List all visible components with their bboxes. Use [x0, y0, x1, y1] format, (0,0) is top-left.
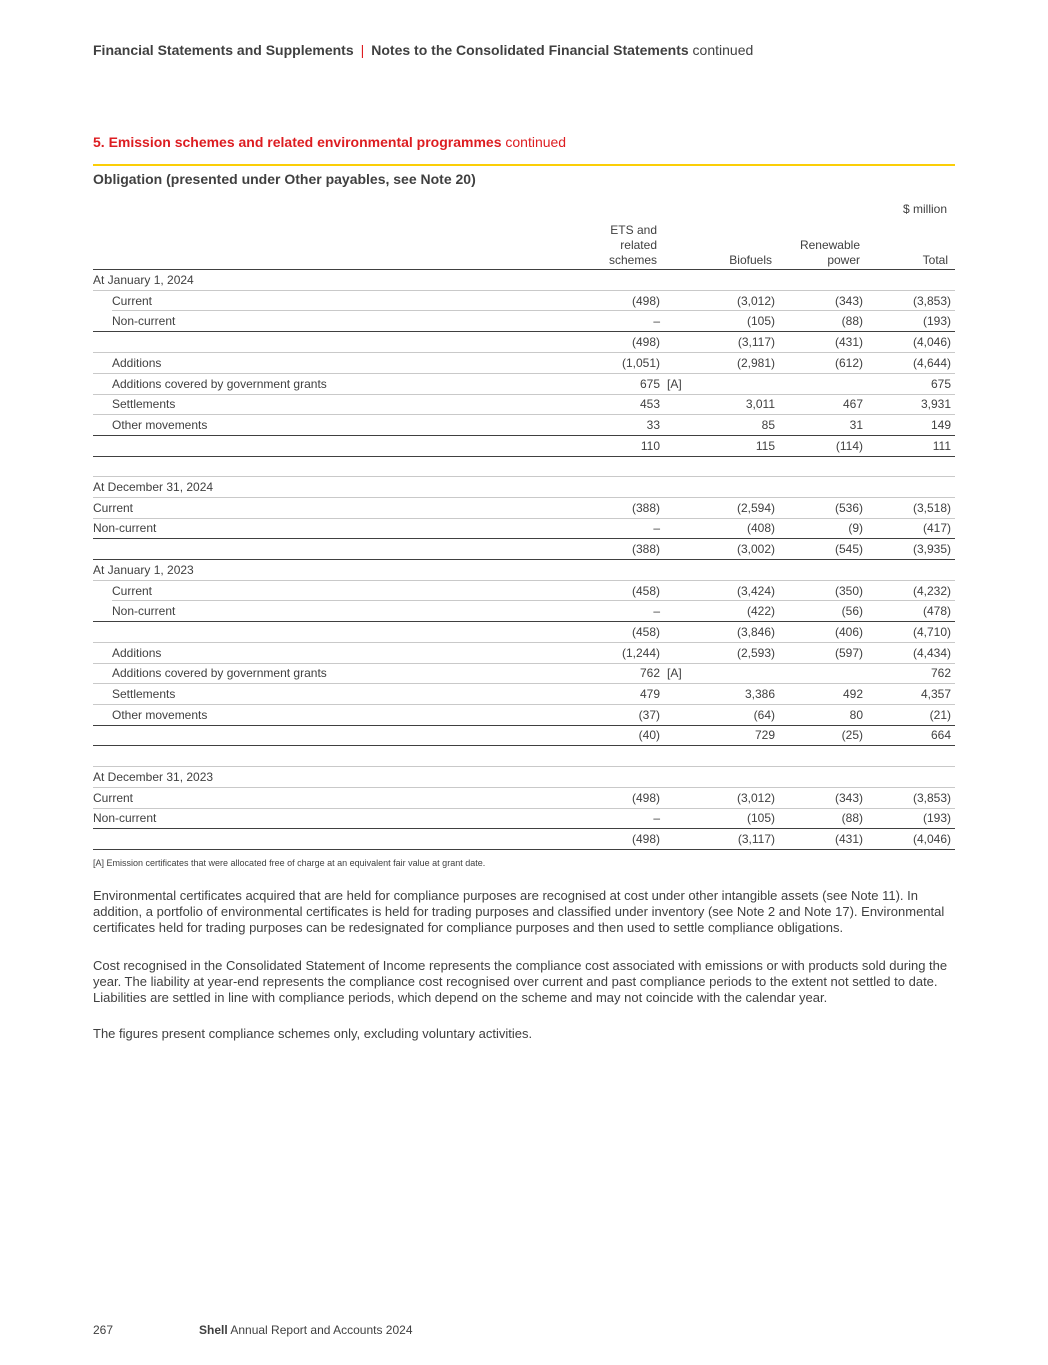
table-row: [93, 456, 955, 477]
cell-value: (458): [631, 583, 660, 598]
cell-value: (3,853): [912, 790, 951, 805]
table-row: [93, 498, 955, 519]
cell-value: 33: [646, 417, 660, 432]
brand-name: Shell: [199, 1323, 228, 1337]
cell-value: 80: [849, 707, 863, 722]
breadcrumb-subsection: Notes to the Consolidated Financial Statements: [371, 42, 689, 58]
cell-value: (388): [631, 542, 660, 557]
footnote-ref: [A]: [667, 666, 682, 681]
row-label: Settlements: [112, 687, 176, 701]
cell-value: 467: [842, 397, 863, 412]
cell-value: (3,518): [912, 500, 951, 515]
table-row: [93, 705, 955, 726]
column-header-total: [923, 253, 948, 268]
table-row: [93, 270, 955, 291]
cell-value: (4,046): [912, 335, 951, 350]
cell-value: 31: [849, 417, 863, 432]
paragraph: Environmental certificates acquired that are held for compliance purposes are recognised at cost under other intangible assets (see Note 11). In addition, a portfolio of environmental certificates is held for trading purposes and classified under inventory (see Note 2 and Note 17). Environmental certificates held for trading purposes can be redesignated for compliance purposes and then used to settle compliance obligations.: [93, 888, 945, 935]
cell-value: –: [653, 811, 660, 826]
cell-value: (3,853): [912, 293, 951, 308]
cell-value: (105): [746, 314, 775, 329]
cell-value: (431): [834, 335, 863, 350]
cell-value: 664: [930, 728, 951, 743]
cell-value: 149: [930, 417, 951, 432]
cell-value: (105): [746, 811, 775, 826]
cell-value: (417): [922, 521, 951, 536]
cell-value: 110: [640, 438, 660, 453]
cell-value: (498): [631, 790, 660, 805]
cell-value: (3,117): [737, 335, 775, 350]
row-label: Other movements: [112, 417, 208, 432]
table-row: [93, 477, 955, 498]
cell-value: (40): [638, 728, 660, 743]
cell-value: (612): [834, 355, 863, 370]
table-row: [93, 725, 955, 746]
row-label: At December 31, 2023: [93, 769, 214, 784]
cell-value: (422): [746, 604, 775, 619]
cell-value: 4,357: [920, 687, 951, 701]
cell-value: (343): [834, 790, 863, 805]
section-title-text: 5. Emission schemes and related environmental programmes: [93, 134, 502, 150]
cell-value: (4,644): [912, 355, 951, 370]
column-header-line: power: [827, 253, 860, 267]
column-header-line: Renewable: [799, 238, 860, 252]
cell-value: 675: [930, 376, 951, 391]
row-label: Non-current: [93, 521, 157, 536]
row-label: At January 1, 2023: [93, 562, 194, 577]
cell-value: (2,594): [736, 500, 775, 515]
cell-value: 115: [755, 438, 775, 453]
row-label: Non-current: [112, 314, 176, 329]
cell-value: (4,046): [912, 831, 951, 846]
column-header-line: related: [620, 238, 657, 252]
cell-value: (498): [631, 293, 660, 308]
cell-value: (388): [631, 500, 660, 515]
cell-value: (4,232): [912, 583, 951, 598]
row-label: Additions: [112, 355, 162, 370]
cell-value: (406): [834, 624, 863, 639]
cell-value: 453: [639, 397, 660, 412]
cell-value: (498): [631, 831, 660, 846]
cell-value: (21): [929, 707, 951, 722]
table-row: [93, 291, 955, 311]
cell-value: (193): [922, 314, 951, 329]
cell-value: 762: [639, 666, 660, 681]
table-row: [93, 788, 955, 809]
cell-value: (431): [834, 831, 863, 846]
section-title: [93, 134, 566, 150]
paragraph: Cost recognised in the Consolidated Statement of Income represents the compliance cost associated with emissions or with products sold during the year. The liability at year-end represents the compliance cost recognised over current and past compliance periods to the extent not settled to date. Liabilities are settled in line with compliance periods, which depend on the scheme and may not coincide with the calendar year.: [93, 958, 948, 1005]
paragraph: The figures present compliance schemes only, excluding voluntary activities.: [93, 1026, 533, 1041]
cell-value: 85: [761, 417, 775, 432]
cell-value: 492: [842, 687, 863, 701]
table-row: [93, 332, 955, 353]
table-row: [93, 622, 955, 643]
table-row: [93, 684, 955, 705]
row-label: Additions: [112, 645, 162, 660]
cell-value: 3,931: [920, 397, 951, 412]
cell-value: (88): [841, 314, 863, 329]
cell-value: (56): [841, 604, 863, 619]
table-row: [93, 808, 955, 829]
cell-value: (350): [834, 583, 863, 598]
table-row: [93, 311, 955, 332]
table-row: [93, 353, 955, 374]
cell-value: 3,386: [744, 687, 775, 701]
row-label: Other movements: [112, 707, 208, 722]
table-row: [93, 829, 955, 850]
cell-value: (3,846): [736, 624, 775, 639]
cell-value: (193): [922, 811, 951, 826]
table-title: Obligation (presented under Other payables, see Note 20): [93, 171, 476, 187]
cell-value: 675: [639, 376, 660, 391]
row-label: Settlements: [112, 397, 176, 412]
column-header-line: ETS and: [610, 223, 657, 237]
cell-value: (3,424): [736, 583, 775, 598]
cell-value: (3,012): [736, 790, 775, 805]
cell-value: 3,011: [745, 397, 775, 412]
footnote-ref: [A]: [667, 376, 682, 391]
breadcrumb: [93, 42, 753, 58]
row-label: At January 1, 2024: [93, 273, 194, 287]
table-row: [93, 539, 955, 560]
row-label: Non-current: [93, 811, 157, 826]
cell-value: (536): [834, 500, 863, 515]
table-row: [93, 560, 955, 581]
footer-brand: [199, 1323, 413, 1337]
table-row: [93, 746, 955, 767]
cell-value: (597): [834, 645, 863, 660]
row-label: Additions covered by government grants: [112, 666, 327, 681]
cell-value: (64): [753, 707, 775, 722]
row-label: At December 31, 2024: [93, 480, 214, 494]
row-label: Non-current: [112, 604, 176, 619]
cell-value: (2,981): [736, 355, 775, 370]
cell-value: (3,117): [737, 831, 775, 846]
cell-value: (1,051): [621, 355, 660, 370]
footnote: [A] Emission certificates that were allocated free of charge at an equivalent fair value at grant date.: [93, 858, 486, 868]
cell-value: (498): [631, 335, 660, 350]
report-name: Annual Report and Accounts 2024: [230, 1323, 413, 1337]
cell-value: (3,002): [736, 542, 775, 557]
table-row: [93, 518, 955, 539]
page-number: 267: [93, 1323, 114, 1337]
row-label: Current: [93, 500, 134, 515]
table-row: [93, 663, 955, 684]
cell-value: (478): [922, 604, 951, 619]
cell-value: (9): [848, 521, 863, 536]
cell-value: (25): [841, 728, 863, 743]
table-row: [93, 415, 955, 436]
row-label: Additions covered by government grants: [112, 376, 327, 391]
cell-value: 762: [930, 666, 951, 681]
cell-value: (408): [746, 521, 775, 536]
table-row: [93, 601, 955, 622]
column-header-line: Biofuels: [729, 253, 772, 267]
cell-value: –: [653, 314, 660, 329]
column-header-line: Total: [922, 253, 948, 267]
table-row: [93, 374, 955, 395]
column-header-biofuels: [729, 253, 772, 268]
section-title-continued: continued: [505, 134, 567, 150]
cell-value: (1,244): [621, 645, 660, 660]
breadcrumb-continued: continued: [692, 42, 754, 58]
cell-value: 479: [639, 687, 660, 701]
cell-value: –: [653, 604, 660, 619]
column-header-line: schemes: [608, 253, 657, 267]
table-row: [93, 581, 955, 601]
column-header-ets: [609, 223, 657, 268]
breadcrumb-section: Financial Statements and Supplements: [93, 42, 354, 58]
cell-value: (3,935): [912, 542, 951, 557]
row-label: Current: [112, 583, 153, 598]
cell-value: (88): [841, 811, 863, 826]
row-label: Current: [93, 790, 134, 805]
cell-value: –: [653, 521, 660, 536]
cell-value: (4,710): [912, 624, 951, 639]
cell-value: (458): [631, 624, 660, 639]
row-label: Current: [112, 293, 153, 308]
section-divider: [93, 164, 955, 166]
table-row: [93, 767, 955, 788]
column-header-renewable: [800, 238, 860, 268]
cell-value: 729: [754, 728, 775, 743]
cell-value: 111: [932, 438, 951, 453]
table-unit: $ million: [902, 202, 947, 216]
cell-value: (343): [834, 293, 863, 308]
table-row: [93, 643, 955, 664]
cell-value: (37): [638, 707, 660, 722]
breadcrumb-separator: |: [360, 42, 365, 58]
cell-value: (3,012): [736, 293, 775, 308]
cell-value: (2,593): [736, 645, 775, 660]
cell-value: (545): [834, 542, 863, 557]
cell-value: (114): [835, 438, 863, 453]
table-row: [93, 394, 955, 415]
table-row: [93, 436, 955, 457]
cell-value: (4,434): [912, 645, 951, 660]
